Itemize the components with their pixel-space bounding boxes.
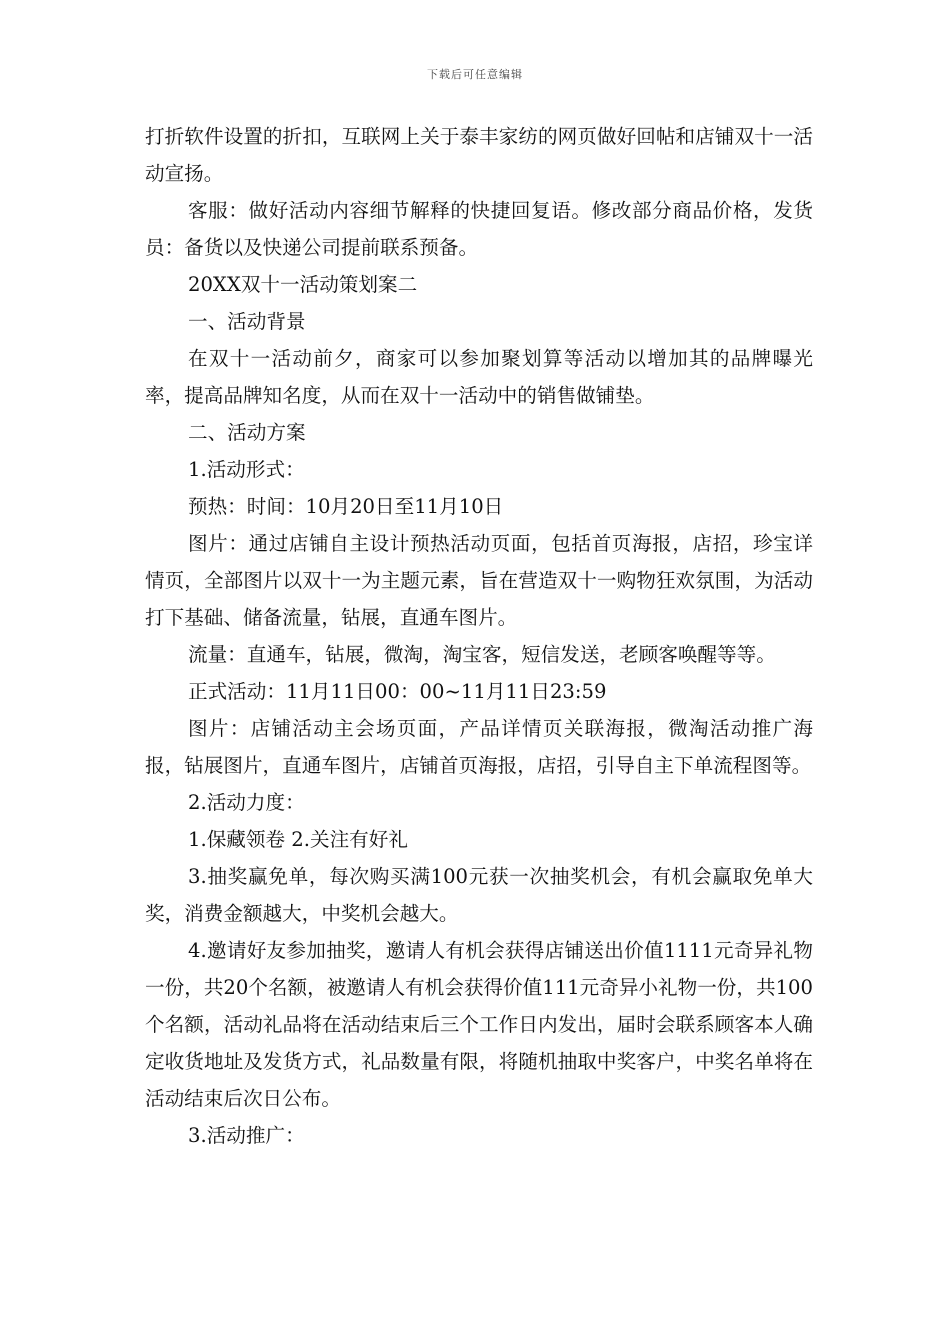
section-title-plan-two: 20XX双十一活动策划案二 <box>188 273 418 296</box>
paragraph-lottery: 3.抽奖赢免单，每次购买满100元获一次抽奖机会，有机会赢取免单大奖，消费金额越大，中奖机会越大。 <box>145 865 813 925</box>
paragraph-warmup-images: 图片：通过店铺自主设计预热活动页面，包括首页海报，店招，珍宝详情页，全部图片以双十一为主题元素，旨在营造双十一购物狂欢氛围，为活动打下基础、储备流量，钻展，直通车图片。 <box>145 532 813 629</box>
paragraph-invite-friends: 4.邀请好友参加抽奖，邀请人有机会获得店铺送出价值1111元奇异礼物一份，共20个名额，被邀请人有机会获得价值111元奇异小礼物一份，共100个名额，活动礼品将在活动结束后三个工作日内发出，届时会联系顾客本人确定收货地址及发货方式，礼品数量有限，将随机抽取中奖客户，中奖名单将在活动结束后次日公布。 <box>145 939 813 1110</box>
heading-background: 一、活动背景 <box>188 310 306 333</box>
paragraph-official-time: 正式活动：11月11日00：00~11月11日23:59 <box>188 680 607 703</box>
paragraph-background: 在双十一活动前夕，商家可以参加聚划算等活动以增加其的品牌曝光率，提高品牌知名度，从而在双十一活动中的销售做铺垫。 <box>145 347 813 407</box>
page-header: 下载后可任意编辑 <box>427 68 523 81</box>
paragraph-coupons-gifts: 1.保藏领卷 2.关注有好礼 <box>188 828 408 851</box>
heading-activity-form: 1.活动形式： <box>188 458 305 481</box>
paragraph-promotion-setup: 打折软件设置的折扣，互联网上关于泰丰家纺的网页做好回帖和店铺双十一活动宣扬。 <box>145 125 813 185</box>
paragraph-official-images: 图片：店铺活动主会场页面，产品详情页关联海报，微淘活动推广海报，钻展图片，直通车图片，店铺首页海报，店招，引导自主下单流程图等。 <box>145 717 813 777</box>
paragraph-warmup-time: 预热：时间：10月20日至11月10日 <box>188 495 504 518</box>
heading-promotion: 3.活动推广： <box>188 1124 305 1147</box>
heading-activity-strength: 2.活动力度： <box>188 791 305 814</box>
document-body <box>145 118 813 1154</box>
paragraph-traffic: 流量：直通车，钻展，微淘，淘宝客，短信发送，老顾客唤醒等等。 <box>188 643 776 666</box>
heading-plan: 二、活动方案 <box>188 421 306 444</box>
paragraph-customer-service: 客服：做好活动内容细节解释的快捷回复语。修改部分商品价格，发货员：备货以及快递公司提前联系预备。 <box>145 199 813 259</box>
